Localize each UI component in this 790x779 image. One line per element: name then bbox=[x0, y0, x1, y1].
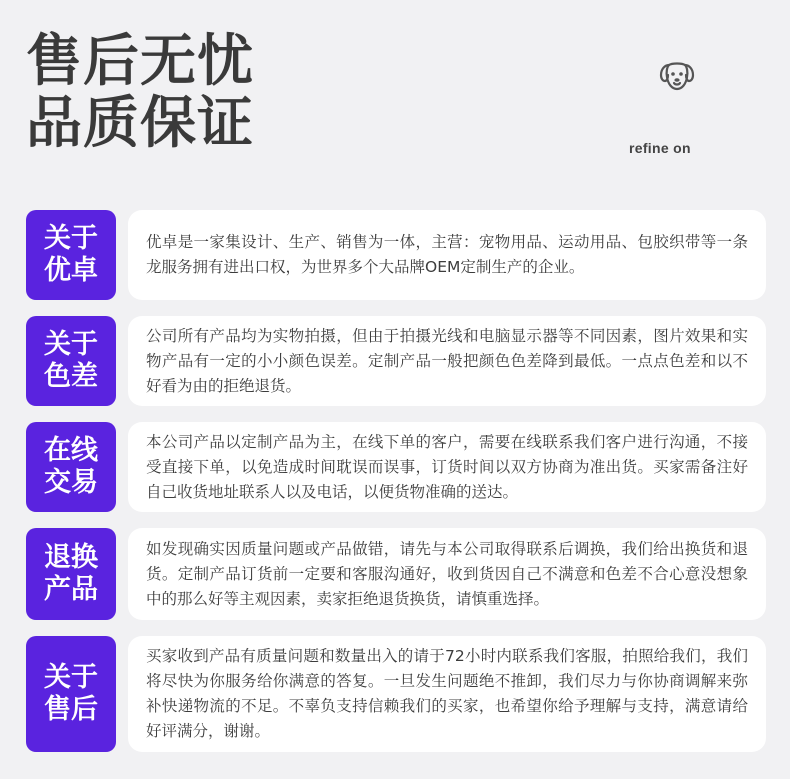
section-badge bbox=[26, 316, 116, 406]
badge-label-line-2: 交易 bbox=[44, 467, 98, 498]
section-text: 本公司产品以定制产品为主，在线下单的客户，需要在线联系我们客户进行沟通，不接受直接下单，以免造成时间耽误而误事，订货时间以双方协商为准出货。买家需备注好自己收货地址联系人以及电话，以便货物准确的送达。 bbox=[146, 432, 748, 501]
badge-label-line-2: 优卓 bbox=[44, 255, 98, 286]
badge-label-line-1: 关于 bbox=[44, 662, 98, 693]
section-panel bbox=[128, 636, 766, 752]
section-badge bbox=[26, 422, 116, 512]
badge-label-line-1: 在线 bbox=[44, 435, 98, 466]
section-text: 如发现确实因质量问题或产品做错，请先与本公司取得联系后调换，我们给出换货和退货。定制产品订货前一定要和客服沟通好，收到货因自己不满意和色差不合心意没想象中的那么好等主观因素，卖家拒绝退货换货，请慎重选择。 bbox=[146, 539, 748, 608]
page-title-line-2: 品质保证 bbox=[26, 91, 254, 156]
dog-face-icon bbox=[657, 56, 697, 96]
badge-label-line-1: 退换 bbox=[44, 542, 98, 573]
badge-label-line-2: 色差 bbox=[44, 361, 98, 392]
badge-label-line-1: 关于 bbox=[44, 223, 98, 254]
badge-label-line-2: 产品 bbox=[44, 574, 98, 605]
brand-name: refine on bbox=[629, 140, 691, 156]
section-text: 买家收到产品有质量问题和数量出入的请于72小时内联系我们客服，拍照给我们，我们将尽快为你服务给你满意的答复。一旦发生问题绝不推卸，我们尽力与你协商调解来弥补快递物流的不足。不辜负支持信赖我们的买家，也希望你给予理解与支持，满意请给好评满分，谢谢。 bbox=[146, 647, 748, 740]
badge-label-line-1: 关于 bbox=[44, 329, 98, 360]
badge-label-line-2: 售后 bbox=[44, 694, 98, 725]
section-panel bbox=[128, 316, 766, 406]
section-panel bbox=[128, 422, 766, 512]
section-panel bbox=[128, 528, 766, 620]
page-title-line-1: 售后无忧 bbox=[26, 29, 254, 94]
section-badge bbox=[26, 636, 116, 752]
section-text: 优卓是一家集设计、生产、销售为一体，主营：宠物用品、运动用品、包胶织带等一条龙服务拥有进出口权，为世界多个大品牌OEM定制生产的企业。 bbox=[146, 233, 748, 276]
section-panel bbox=[128, 210, 766, 300]
section-text: 公司所有产品均为实物拍摄，但由于拍摄光线和电脑显示器等不同因素，图片效果和实物产品有一定的小小颜色误差。定制产品一般把颜色色差降到最低。一点点色差和以不好看为由的拒绝退货。 bbox=[146, 326, 748, 395]
section-badge bbox=[26, 210, 116, 300]
section-badge bbox=[26, 528, 116, 620]
